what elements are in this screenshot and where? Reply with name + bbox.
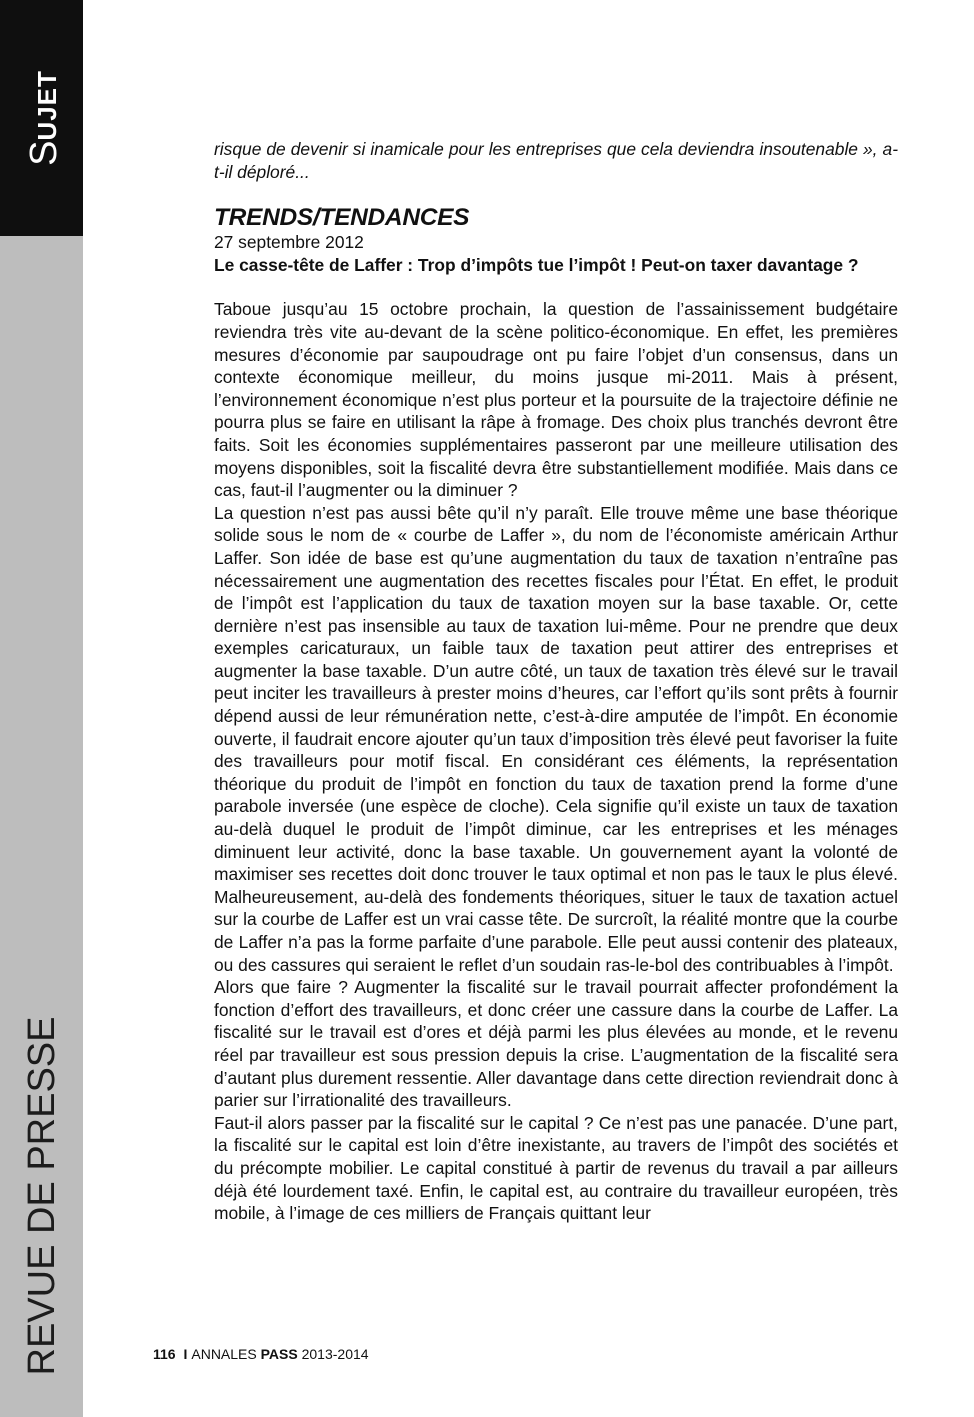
page-footer xyxy=(153,1346,369,1362)
article xyxy=(214,138,898,1225)
article-paragraph: Faut-il alors passer par la fiscalité sur le capital ? Ce n’est pas une panacée. D’une part, la fiscalité sur le capital est loin d’être inexistante, au travers de l’impôt des sociétés et du précompte mobilier. Le capital constitué à partir de revenus du travail a par ailleurs déjà été lourdement taxé. Enfin, le capital est, au contraire du travailleur européen, très mobile, à l’image de ces milliers de Français quittant leur xyxy=(214,1112,898,1224)
article-paragraph: Alors que faire ? Augmenter la fiscalité sur le travail pourrait affecter profondément la fonction d’effort des travailleurs, et donc créer une cassure dans la courbe de Laffer. La fiscalité sur le travail est d’ores et déjà parmi les plus élevées au monde, et le revenu réel par travailleur est sous pression depuis la crise. L’augmentation de la fiscalité sera d’autant plus durement ressentie. Aller davantage dans cette direction reviendrait donc à parier sur l’irrationalité des travailleurs. xyxy=(214,977,898,1111)
article-intro: risque de devenir si inamicale pour les entreprises que cela deviendra insoutenable », a-t-il déploré... xyxy=(214,139,898,182)
section-label-rest: UJET xyxy=(32,70,62,141)
section-label xyxy=(25,70,63,166)
section-label-initial: S xyxy=(23,140,65,166)
article-paragraph: La question n’est pas aussi bête qu’il n’y paraît. Elle trouve même une base théorique solide sous le nom de « courbe de Laffer », du nom de l’économiste américain Arthur Laffer. Son idée de base est qu’une augmentation du taux de taxation n’entraîne pas nécessairement une augmentation des recettes fiscales pour l’État. En effet, le produit de l’impôt est l’application du taux de taxation moyen sur la base taxable. Or, cette dernière n’est pas insensible au taux de taxation lui-même. Pour ne prendre que deux exemples caricaturaux, un faible taux de taxation peut attirer des entreprises et augmenter la base taxable. D’un autre côté, un taux de taxation très élevé sur le travail peut inciter les travailleurs à prester moins d’heures, car l’effort qu’ils sont prêts à fournir dépend aussi de leur rémunération nette, c’est-à-dire amputée de l’impôt. En économie ouverte, il faudrait encore ajouter qu’un taux d’imposition très élevé peut favoriser la fuite des travailleurs pour motif fiscal. En considérant ces éléments, la représentation théorique du produit de l’impôt en fonction du taux de taxation prend la forme d’une parabole inversée (une espèce de cloche). Cela signifie qu’il existe un taux de taxation au-delà duquel le produit de l’impôt diminue, car les entreprises et les ménages diminuent leur activité, donc la base taxable. Un gouvernement ayant la volonté de maximiser ses recettes doit donc trouver le taux optimal et non pas le taux le plus élevé. Malheureusement, au-delà des fondements théoriques, situer le taux de taxation actuel sur la courbe de Laffer est un vrai casse tête. De surcroît, la réalité montre que la courbe de Laffer n’a pas la forme parfaite d’une parabole. Elle peut aussi contenir des plateaux, ou des cassures qui seraient le reflet d’un soudain ras-le-bol des contribuables à l’impôt. xyxy=(214,502,898,975)
footer-brand: PASS xyxy=(260,1346,298,1362)
footer-annales: ANNALES xyxy=(191,1346,257,1362)
article-date: 27 septembre 2012 xyxy=(214,232,364,253)
article-paragraph: Taboue jusqu’au 15 octobre prochain, la question de l’assainissement budgétaire reviendra très vite au-devant de la scène politico-économique. En effet, les premières mesures d’économie par saupoudrage ont pu faire l’objet d’un consensus, dans un contexte économique meilleur, du moins jusque mi-2011. Mais à présent, l’environnement économique n’est plus porteur et la poursuite de la trajectoire définie ne pourra plus se faire en utilisant la râpe à fromage. Des choix plus tranchés devront être faits. Soit les économies supplémentaires passeront par une meilleure utilisation des moyens disponibles, soit la fiscalité devra être substantiellement modifiée. Mais dans ce cas, faut-il l’augmenter ou la diminuer ? xyxy=(214,299,898,501)
article-headline: Le casse-tête de Laffer : Trop d’impôts tue l’impôt ! Peut-on taxer davantage ? xyxy=(214,254,859,275)
category-label: REVUE DE PRESSE xyxy=(21,1016,63,1376)
source-title: TRENDS/TENDANCES xyxy=(214,204,470,232)
page-number: 116 xyxy=(153,1346,176,1362)
footer-years: 2013-2014 xyxy=(301,1346,369,1362)
sidebar-section-block xyxy=(0,0,83,236)
footer-separator: I xyxy=(183,1346,188,1362)
